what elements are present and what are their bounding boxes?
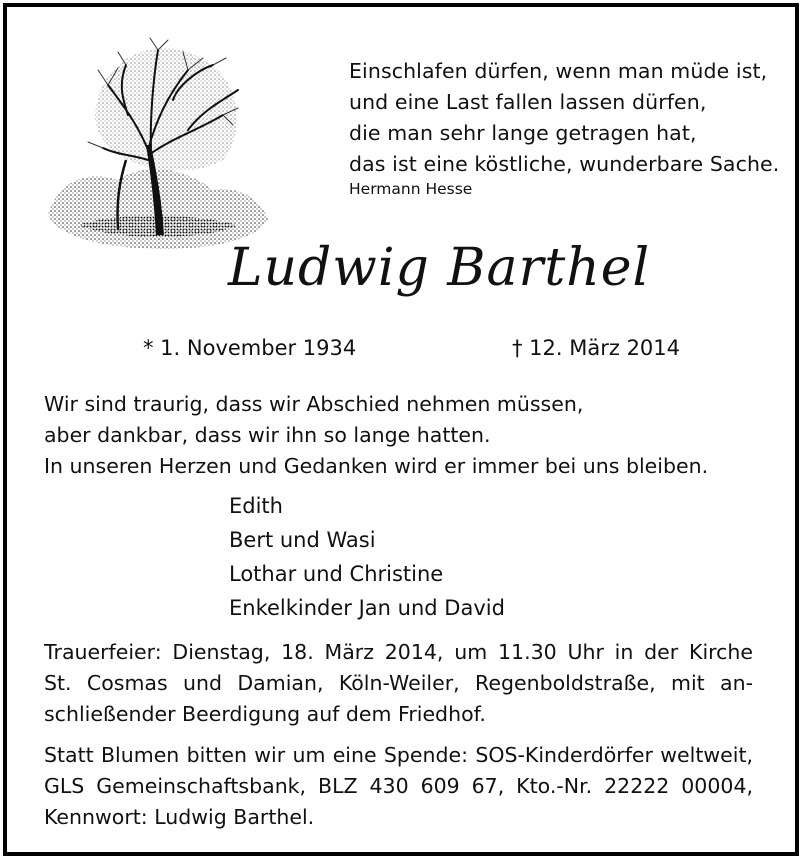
- mourning-line: In unseren Herzen und Gedanken wird er immer bei uns bleiben.: [44, 454, 709, 478]
- family-member: Edith: [229, 494, 283, 518]
- donation-line: Kennwort: Ludwig Barthel.: [44, 805, 315, 829]
- death-date: † 12. März 2014: [512, 336, 681, 360]
- funeral-info: [44, 637, 753, 730]
- poem-line: das ist eine köstliche, wunderbare Sache.: [349, 152, 780, 176]
- poem-line: und eine Last fallen lassen dürfen,: [349, 90, 707, 114]
- mourning-text: [44, 389, 708, 482]
- donation-line: Statt Blumen bitten wir um eine Spende: SOS-Kinderdörfer weltweit,: [44, 743, 753, 767]
- tree-illustration-icon: [38, 30, 278, 260]
- birth-date: * 1. November 1934: [143, 336, 357, 360]
- family-list: [229, 489, 505, 625]
- deceased-name: Ludwig Barthel: [228, 238, 651, 298]
- donation-info: [44, 740, 753, 833]
- funeral-line: Trauerfeier: Dienstag, 18. März 2014, um 11.30 Uhr in der Kirche: [44, 640, 753, 664]
- poem-line: Einschlafen dürfen, wenn man müde ist,: [349, 59, 768, 83]
- family-member: Lothar und Christine: [229, 562, 444, 586]
- mourning-line: Wir sind traurig, dass wir Abschied nehmen müssen,: [44, 392, 584, 416]
- funeral-line: schließender Beerdigung auf dem Friedhof.: [44, 702, 486, 726]
- family-member: Bert und Wasi: [229, 528, 376, 552]
- family-member: Enkelkinder Jan und David: [229, 596, 505, 620]
- funeral-line: St. Cosmas und Damian, Köln-Weiler, Regenboldstraße, mit an-: [44, 671, 753, 695]
- poem-author: Hermann Hesse: [349, 180, 473, 198]
- poem-line: die man sehr lange getragen hat,: [349, 121, 697, 145]
- poem-quote: [349, 56, 779, 180]
- mourning-line: aber dankbar, dass wir ihn so lange hatten.: [44, 423, 491, 447]
- donation-line: GLS Gemeinschaftsbank, BLZ 430 609 67, Kto.-Nr. 22222 00004,: [44, 774, 753, 798]
